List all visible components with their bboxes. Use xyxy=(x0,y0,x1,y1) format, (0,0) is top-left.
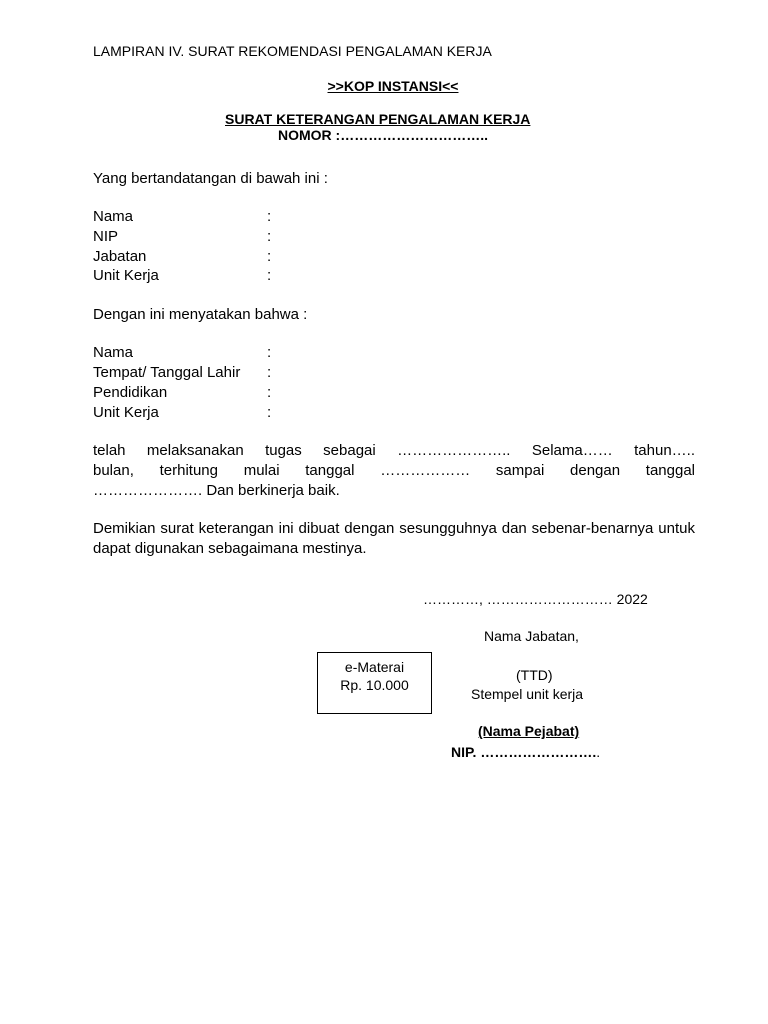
official-nip: NIP. …………………….. xyxy=(451,744,601,760)
subject-intro: Dengan ini menyatakan bahwa : xyxy=(93,306,308,323)
attachment-label: LAMPIRAN IV. SURAT REKOMENDASI PENGALAMAN KERJA xyxy=(93,43,492,59)
stamp-label: Stempel unit kerja xyxy=(471,686,584,702)
body-line-3: …………………. Dan berkinerja baik. xyxy=(93,482,340,499)
body-line-1: telah melaksanakan tugas sebagai ………………….. Selama…… tahun….. xyxy=(93,442,695,459)
subject-field-name: Nama : xyxy=(93,344,272,361)
signer-field-unit: Unit Kerja : xyxy=(93,267,272,284)
signer-field-name: Nama : xyxy=(93,208,272,225)
closing-text: Demikian surat keterangan ini dibuat dengan sesungguhnya dan sebenar-benarnya untuk dapat digunakan sebagaimana mestinya. xyxy=(93,520,695,557)
subject-field-education: Pendidikan : xyxy=(93,384,272,401)
signature-ttd: (TTD) xyxy=(516,667,553,683)
materai-label: e-Materai xyxy=(344,659,405,675)
letter-title: SURAT KETERANGAN PENGALAMAN KERJA xyxy=(225,111,531,127)
closing-paragraph xyxy=(93,519,695,559)
e-materai-box xyxy=(317,652,432,714)
subject-field-birth: Tempat/ Tanggal Lahir : xyxy=(93,364,272,381)
signer-field-position: Jabatan : xyxy=(93,248,272,265)
signer-field-nip: NIP : xyxy=(93,228,272,245)
body-line-2: bulan, terhitung mulai tanggal ……………… sampai dengan tanggal xyxy=(93,462,695,479)
signer-position-title: Nama Jabatan, xyxy=(484,628,579,644)
subject-field-unit: Unit Kerja : xyxy=(93,404,272,421)
letter-number: NOMOR :………………………….. xyxy=(278,127,488,143)
body-paragraph xyxy=(93,441,695,501)
official-name: (Nama Pejabat) xyxy=(478,723,580,739)
signer-intro: Yang bertandatangan di bawah ini : xyxy=(93,170,328,187)
kop-instansi: >>KOP INSTANSI<< xyxy=(327,78,459,94)
materai-amount: Rp. 10.000 xyxy=(340,677,409,693)
place-date: …………, ……………………… 2022 xyxy=(423,591,648,607)
